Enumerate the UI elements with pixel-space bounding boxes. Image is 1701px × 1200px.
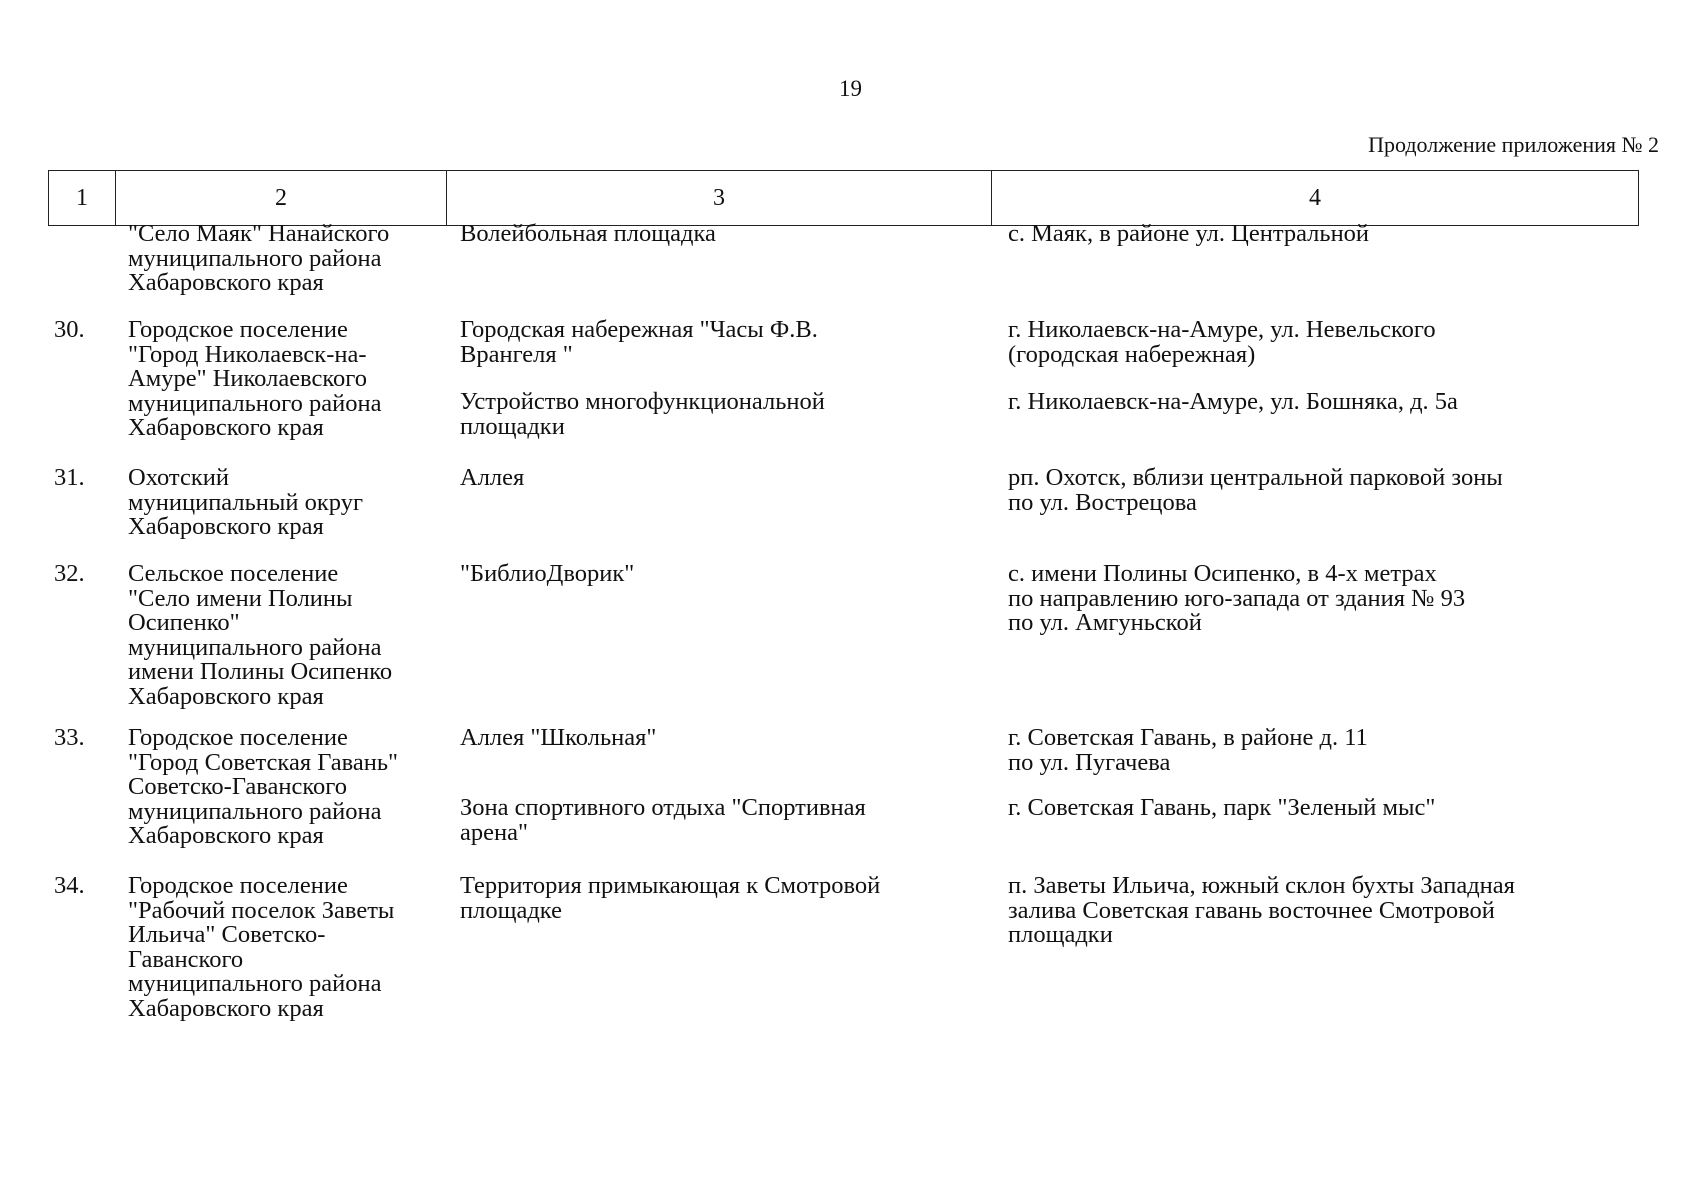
- address-cell-line: г. Советская Гавань, парк "Зеленый мыс": [1008, 794, 1436, 821]
- municipality-cell-line: "Город Советская Гавань": [128, 748, 399, 776]
- object-name-cell-line: Врангеля ": [460, 340, 573, 368]
- row-number: 34.: [54, 872, 85, 899]
- row-number: 31.: [54, 464, 85, 491]
- municipality-cell-line: Охотский: [128, 464, 229, 491]
- object-name-cell: [460, 562, 1000, 587]
- municipality-cell-line: Хабаровского края: [128, 513, 324, 540]
- municipality-cell: [128, 562, 468, 709]
- municipality-cell-line: "Село имени Полины: [128, 584, 353, 612]
- object-name-cell-line: Волейбольная площадка: [460, 220, 716, 247]
- address-cell-line: с. Маяк, в районе ул. Центральной: [1008, 220, 1370, 247]
- address-cell: [1008, 874, 1638, 948]
- object-name-cell-line: арена": [460, 818, 528, 846]
- object-name-cell-line: Устройство многофункциональной: [460, 388, 825, 415]
- municipality-cell-line: Хабаровского края: [128, 269, 324, 296]
- municipality-cell-line: Городское поселение: [128, 316, 348, 343]
- object-name-cell: [460, 390, 1000, 439]
- municipality-cell-line: Хабаровского края: [128, 414, 324, 441]
- object-name-cell: [460, 318, 1000, 367]
- address-cell-line: п. Заветы Ильича, южный склон бухты Западная: [1008, 872, 1515, 899]
- municipality-cell-line: Ильича" Советско-: [128, 921, 326, 948]
- address-cell-line: с. имени Полины Осипенко, в 4-х метрах: [1008, 560, 1437, 587]
- address-cell: [1008, 562, 1638, 636]
- municipality-cell-line: Хабаровского края: [128, 682, 324, 710]
- municipality-cell-line: Городское поселение: [128, 872, 348, 899]
- address-cell-line: рп. Охотск, вблизи центральной парковой зоны: [1008, 464, 1503, 491]
- address-cell-line: г. Советская Гавань, в районе д. 11: [1008, 724, 1368, 751]
- header-col-2: 2: [116, 171, 447, 226]
- appendix-continuation-label: Продолжение приложения № 2: [1368, 132, 1659, 157]
- address-cell-line: по направлению юго-запада от здания № 93: [1008, 584, 1466, 612]
- address-cell-line: (городская набережная): [1008, 340, 1256, 368]
- header-col-3: 3: [447, 171, 992, 226]
- object-name-cell-line: Аллея: [460, 464, 525, 491]
- municipality-cell-line: Советско-Гаванского: [128, 773, 347, 800]
- address-cell: [1008, 466, 1638, 515]
- municipality-cell-line: "Город Николаевск-на-: [128, 340, 367, 368]
- municipality-cell-line: Городское поселение: [128, 724, 348, 751]
- municipality-cell: [128, 874, 468, 1021]
- municipality-cell-line: муниципального района: [128, 633, 382, 661]
- municipality-cell: [128, 318, 468, 441]
- table-header: [48, 170, 1639, 226]
- header-col-1: 1: [49, 171, 116, 226]
- address-cell-line: г. Николаевск-на-Амуре, ул. Бошняка, д. 5а: [1008, 388, 1458, 415]
- object-name-cell: [460, 874, 1000, 923]
- object-name-cell-line: "БиблиоДворик": [460, 560, 635, 587]
- municipality-cell-line: муниципального района: [128, 970, 382, 997]
- object-name-cell: [460, 726, 1000, 751]
- municipality-cell-line: "Село Маяк" Нанайского: [128, 220, 390, 247]
- address-cell-line: г. Николаевск-на-Амуре, ул. Невельского: [1008, 316, 1436, 343]
- row-number: 30.: [54, 316, 85, 343]
- municipality-cell-line: муниципального района: [128, 244, 382, 272]
- municipality-cell-line: Амуре" Николаевского: [128, 365, 367, 392]
- address-cell: [1008, 796, 1638, 821]
- address-cell-line: залива Советская гавань восточнее Смотровой: [1008, 896, 1495, 924]
- header-col-4: 4: [992, 171, 1639, 226]
- object-name-cell: [460, 796, 1000, 845]
- object-name-cell-line: Территория примыкающая к Смотровой: [460, 872, 881, 899]
- address-cell-line: по ул. Пугачева: [1008, 748, 1171, 776]
- address-cell-line: площадки: [1008, 921, 1113, 948]
- address-cell-line: по ул. Амгуньской: [1008, 609, 1202, 636]
- row-number: 32.: [54, 560, 85, 587]
- row-number: 33.: [54, 724, 85, 751]
- address-cell: [1008, 726, 1638, 775]
- municipality-cell-line: "Рабочий поселок Заветы: [128, 896, 395, 924]
- address-cell: [1008, 222, 1638, 247]
- address-cell-line: по ул. Вострецова: [1008, 488, 1197, 516]
- object-name-cell-line: площадке: [460, 896, 562, 924]
- municipality-cell-line: муниципальный округ: [128, 488, 363, 516]
- object-name-cell-line: Зона спортивного отдыха "Спортивная: [460, 794, 866, 821]
- object-name-cell: [460, 466, 1000, 491]
- object-name-cell-line: Городская набережная "Часы Ф.В.: [460, 316, 818, 343]
- municipality-cell-line: Осипенко": [128, 609, 240, 636]
- page-number: 19: [839, 76, 862, 101]
- object-name-cell-line: Аллея "Школьная": [460, 724, 657, 751]
- object-name-cell-line: площадки: [460, 412, 565, 440]
- object-name-cell: [460, 222, 1000, 247]
- municipality-cell-line: Гаванского: [128, 945, 244, 973]
- municipality-cell-line: Сельское поселение: [128, 560, 339, 587]
- municipality-cell-line: муниципального района: [128, 389, 382, 417]
- municipality-cell-line: Хабаровского края: [128, 822, 324, 849]
- municipality-cell-line: муниципального района: [128, 797, 382, 825]
- municipality-cell-line: имени Полины Осипенко: [128, 658, 393, 685]
- municipality-cell: [128, 726, 468, 849]
- address-cell: [1008, 390, 1638, 415]
- address-cell: [1008, 318, 1638, 367]
- municipality-cell: [128, 222, 468, 296]
- municipality-cell: [128, 466, 468, 540]
- municipality-cell-line: Хабаровского края: [128, 994, 324, 1022]
